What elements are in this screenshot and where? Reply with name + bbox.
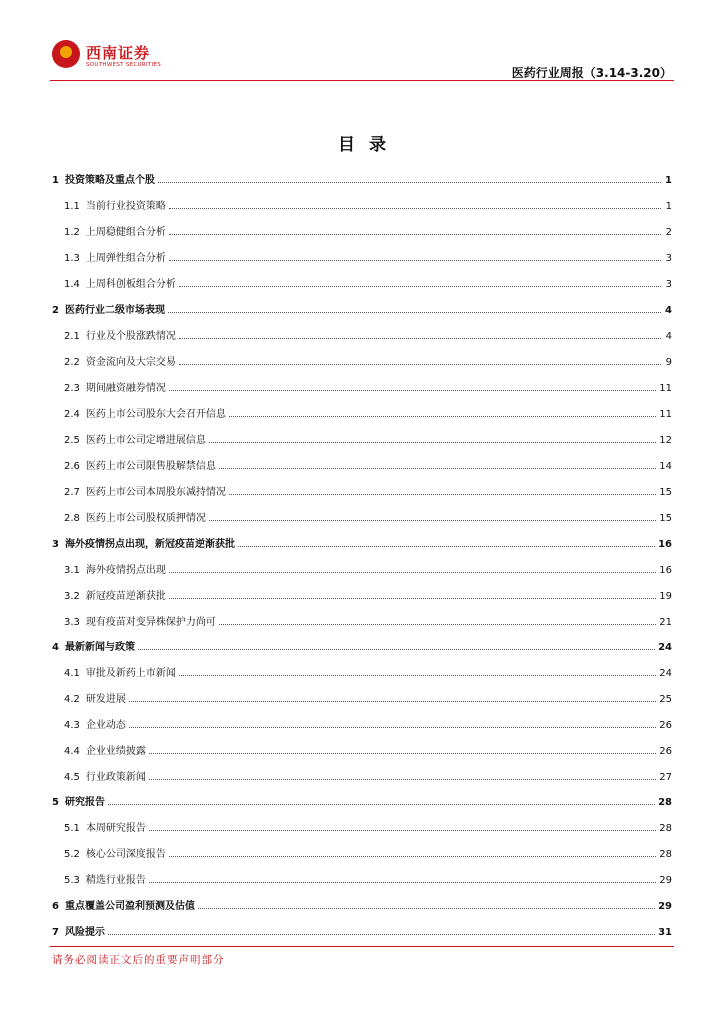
toc-entry-number: 4.1 [64, 668, 80, 679]
toc-subsection-entry[interactable] [52, 194, 672, 212]
toc-subsection-entry[interactable] [52, 584, 672, 602]
toc-entry-title: 重点覆盖公司盈利预测及估值 [64, 901, 195, 912]
toc-dot-leader [158, 182, 661, 183]
toc-subsection-entry[interactable] [52, 350, 672, 368]
toc-entry-title: 资金流向及大宗交易 [85, 357, 176, 368]
toc-subsection-entry[interactable] [52, 868, 672, 886]
toc-dot-leader [169, 598, 656, 599]
toc-entry-number: 4.3 [64, 720, 80, 731]
toc-entry-number: 2.8 [64, 513, 80, 524]
toc-entry-page: 16 [658, 539, 672, 550]
toc-entry-title: 企业业绩披露 [85, 746, 146, 757]
toc-entry-page: 3 [665, 279, 672, 290]
toc-entry-title: 核心公司深度报告 [85, 849, 166, 860]
toc-dot-leader [149, 753, 656, 754]
toc-dot-leader [179, 286, 661, 287]
toc-entry-page: 16 [659, 565, 672, 576]
toc-entry-title: 最新新闻与政策 [64, 642, 135, 653]
toc-dot-leader [149, 779, 656, 780]
toc-entry-title: 行业及个股涨跌情况 [85, 331, 176, 342]
toc-entry-title: 医药行业二级市场表现 [64, 305, 165, 316]
toc-dot-leader [229, 494, 656, 495]
toc-dot-leader [149, 882, 656, 883]
toc-entry-page: 12 [659, 435, 672, 446]
toc-entry-title: 医药上市公司限售股解禁信息 [85, 461, 216, 472]
toc-subsection-entry[interactable] [52, 454, 672, 472]
toc-entry-number: 2.1 [64, 331, 80, 342]
toc-dot-leader [129, 727, 656, 728]
toc-subsection-entry[interactable] [52, 324, 672, 342]
toc-dot-leader [169, 234, 661, 235]
toc-entry-number: 2.2 [64, 357, 80, 368]
toc-entry-title: 研究报告 [64, 797, 105, 808]
toc-entry-number: 3.3 [64, 617, 80, 628]
toc-entry-title: 行业政策新闻 [85, 772, 146, 783]
toc-entry-page: 14 [659, 461, 672, 472]
toc-entry-number: 2.4 [64, 409, 80, 420]
toc-entry-number: 3 [52, 539, 59, 550]
toc-dot-leader [198, 908, 655, 909]
toc-section-entry[interactable] [52, 920, 672, 938]
company-logo [52, 40, 162, 76]
toc-subsection-entry[interactable] [52, 713, 672, 731]
toc-entry-number: 2 [52, 305, 59, 316]
toc-entry-page: 29 [659, 875, 672, 886]
toc-entry-page: 4 [665, 331, 672, 342]
toc-entry-title: 期间融资融券情况 [85, 383, 166, 394]
toc-dot-leader [108, 934, 655, 935]
toc-section-entry[interactable] [52, 635, 672, 653]
toc-section-entry[interactable] [52, 790, 672, 808]
toc-entry-title: 上周稳健组合分析 [85, 227, 166, 238]
toc-entry-number: 2.3 [64, 383, 80, 394]
toc-entry-number: 3.2 [64, 591, 80, 602]
toc-entry-number: 3.1 [64, 565, 80, 576]
toc-subsection-entry[interactable] [52, 246, 672, 264]
toc-dot-leader [169, 260, 661, 261]
toc-subsection-entry[interactable] [52, 739, 672, 757]
toc-entry-number: 2.7 [64, 487, 80, 498]
toc-entry-page: 1 [665, 201, 672, 212]
toc-entry-title: 当前行业投资策略 [85, 201, 166, 212]
toc-entry-title: 上周弹性组合分析 [85, 253, 166, 264]
toc-subsection-entry[interactable] [52, 402, 672, 420]
toc-entry-title: 现有疫苗对变异株保护力尚可 [85, 617, 216, 628]
toc-entry-title: 本周研究报告 [85, 823, 146, 834]
toc-dot-leader [169, 390, 656, 391]
toc-entry-number: 1.3 [64, 253, 80, 264]
toc-entry-title: 上周科创板组合分析 [85, 279, 176, 290]
toc-subsection-entry[interactable] [52, 272, 672, 290]
toc-subsection-entry[interactable] [52, 842, 672, 860]
toc-dot-leader [168, 312, 661, 313]
toc-subsection-entry[interactable] [52, 428, 672, 446]
toc-subsection-entry[interactable] [52, 816, 672, 834]
footer-disclaimer: 请务必阅读正文后的重要声明部分 [52, 954, 225, 966]
toc-dot-leader [219, 624, 656, 625]
toc-dot-leader [129, 701, 656, 702]
toc-subsection-entry[interactable] [52, 610, 672, 628]
toc-dot-leader [169, 208, 661, 209]
toc-entry-page: 29 [658, 901, 672, 912]
toc-entry-page: 31 [658, 927, 672, 938]
toc-entry-number: 1.4 [64, 279, 80, 290]
toc-entry-page: 9 [665, 357, 672, 368]
toc-entry-number: 4.4 [64, 746, 80, 757]
toc-entry-title: 海外疫情拐点出现，新冠疫苗逆渐获批 [64, 539, 235, 550]
toc-dot-leader [169, 572, 656, 573]
toc-subsection-entry[interactable] [52, 558, 672, 576]
toc-dot-leader [169, 856, 656, 857]
toc-section-entry[interactable] [52, 298, 672, 316]
toc-dot-leader [229, 416, 656, 417]
toc-entry-page: 2 [665, 227, 672, 238]
toc-entry-number: 1.1 [64, 201, 80, 212]
toc-entry-page: 26 [659, 746, 672, 757]
toc-entry-page: 24 [658, 642, 672, 653]
toc-entry-number: 5.2 [64, 849, 80, 860]
toc-entry-title: 新冠疫苗逆渐获批 [85, 591, 166, 602]
toc-dot-leader [179, 364, 661, 365]
toc-subsection-entry[interactable] [52, 765, 672, 783]
toc-entry-title: 投资策略及重点个股 [64, 175, 155, 186]
toc-dot-leader [179, 675, 656, 676]
toc-entry-page: 21 [659, 617, 672, 628]
toc-entry-page: 11 [659, 383, 672, 394]
toc-entry-number: 2.5 [64, 435, 80, 446]
toc-subsection-entry[interactable] [52, 687, 672, 705]
toc-subsection-entry[interactable] [52, 661, 672, 679]
toc-entry-page: 4 [665, 305, 672, 316]
toc-entry-title: 医药上市公司股权质押情况 [85, 513, 206, 524]
page-header [0, 0, 724, 82]
toc-entry-page: 3 [665, 253, 672, 264]
toc-entry-title: 医药上市公司股东大会召开信息 [85, 409, 226, 420]
toc-entry-page: 15 [659, 513, 672, 524]
toc-entry-number: 1 [52, 175, 59, 186]
toc-dot-leader [209, 442, 656, 443]
toc-entry-number: 7 [52, 927, 59, 938]
toc-entry-page: 24 [659, 668, 672, 679]
toc-entry-page: 11 [659, 409, 672, 420]
toc-entry-page: 25 [659, 694, 672, 705]
toc-section-entry[interactable] [52, 894, 672, 912]
logo-name-cn: 西南证券 [86, 44, 151, 62]
toc-entry-title: 海外疫情拐点出现 [85, 565, 166, 576]
toc-dot-leader [238, 546, 655, 547]
toc-dot-leader [209, 520, 656, 521]
toc-subsection-entry[interactable] [52, 480, 672, 498]
toc-entry-number: 4.5 [64, 772, 80, 783]
toc-entry-page: 28 [658, 797, 672, 808]
toc-entry-page: 28 [659, 823, 672, 834]
toc-dot-leader [219, 468, 656, 469]
toc-section-entry[interactable] [52, 532, 672, 550]
toc-subsection-entry[interactable] [52, 376, 672, 394]
toc-dot-leader [149, 830, 656, 831]
toc-entry-page: 28 [659, 849, 672, 860]
logo-name-en: SOUTHWEST SECURITIES [86, 62, 162, 68]
toc-dot-leader [138, 649, 655, 650]
toc-dot-leader [179, 338, 661, 339]
toc-section-entry[interactable] [52, 168, 672, 186]
toc-entry-title: 研发进展 [85, 694, 126, 705]
toc-entry-number: 2.6 [64, 461, 80, 472]
toc-entry-number: 5.3 [64, 875, 80, 886]
toc-entry-number: 1.2 [64, 227, 80, 238]
toc-entry-number: 5 [52, 797, 59, 808]
footer-divider [50, 946, 674, 947]
toc-entry-number: 4 [52, 642, 59, 653]
toc-entry-title: 企业动态 [85, 720, 126, 731]
toc-entry-title: 风险提示 [64, 927, 105, 938]
toc-entry-page: 27 [659, 772, 672, 783]
toc-entry-number: 4.2 [64, 694, 80, 705]
toc-entry-page: 19 [659, 591, 672, 602]
toc-entry-number: 5.1 [64, 823, 80, 834]
toc-entry-title: 医药上市公司本周股东减持情况 [85, 487, 226, 498]
header-divider [50, 80, 674, 81]
toc-entry-number: 6 [52, 901, 59, 912]
toc-entry-page: 1 [665, 175, 672, 186]
toc-dot-leader [108, 804, 655, 805]
toc-subsection-entry[interactable] [52, 220, 672, 238]
toc-heading: 目录 [338, 135, 400, 155]
toc-entry-title: 审批及新药上市新闻 [85, 668, 176, 679]
toc-entry-page: 26 [659, 720, 672, 731]
toc-entry-page: 15 [659, 487, 672, 498]
logo-emblem-icon [52, 40, 80, 68]
toc-subsection-entry[interactable] [52, 506, 672, 524]
toc-entry-title: 医药上市公司定增进展信息 [85, 435, 206, 446]
toc-entry-title: 精选行业报告 [85, 875, 146, 886]
report-title: 医药行业周报（3.14-3.20） [511, 66, 672, 80]
